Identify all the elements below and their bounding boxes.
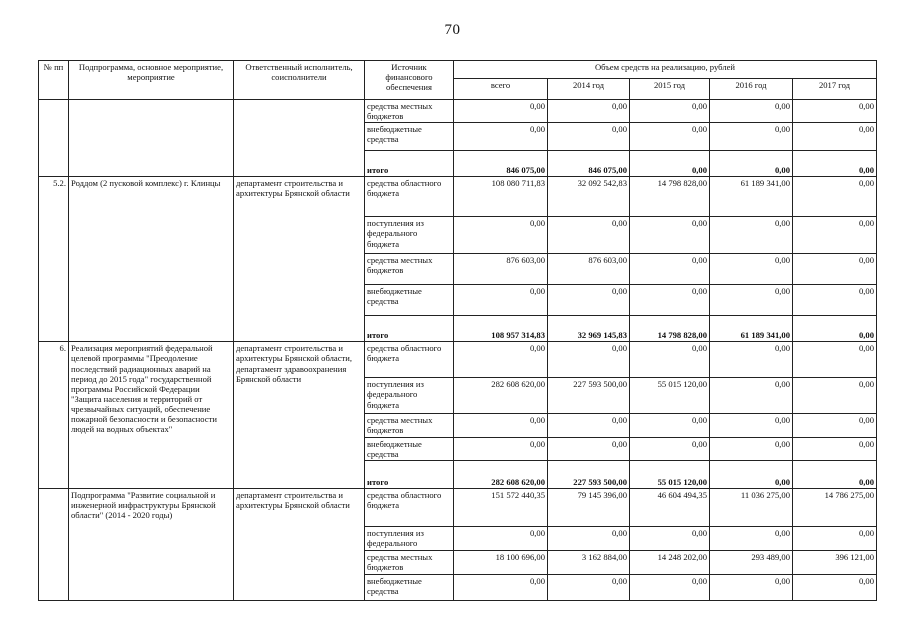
amount-cell: 0,00 — [630, 574, 710, 600]
amount-cell: 0,00 — [630, 342, 710, 378]
executor-name: департамент строительства и архитектуры Брянской области — [234, 488, 365, 600]
header-source: Источник финансового обеспечения — [365, 61, 454, 100]
amount-cell: 0,00 — [793, 285, 877, 316]
executor-name: департамент строительства и архитектуры Брянской области — [234, 177, 365, 342]
item-number: 6. — [39, 342, 69, 489]
amount-cell: 108 080 711,83 — [454, 177, 548, 217]
funding-source: итого — [365, 460, 454, 488]
funding-source: поступления из федерального бюджета — [365, 378, 454, 414]
amount-cell: 61 189 341,00 — [710, 177, 793, 217]
amount-cell: 0,00 — [793, 151, 877, 177]
amount-cell: 0,00 — [454, 526, 548, 550]
amount-cell: 14 786 275,00 — [793, 488, 877, 526]
amount-cell: 0,00 — [548, 342, 630, 378]
amount-cell: 0,00 — [793, 437, 877, 460]
amount-cell: 0,00 — [793, 254, 877, 285]
amount-cell: 11 036 275,00 — [710, 488, 793, 526]
amount-cell: 0,00 — [454, 414, 548, 437]
amount-cell: 0,00 — [630, 414, 710, 437]
amount-cell: 0,00 — [630, 217, 710, 254]
amount-cell: 0,00 — [710, 378, 793, 414]
header-year-total: всего — [454, 79, 548, 100]
amount-cell: 0,00 — [793, 574, 877, 600]
header-no: № пп — [39, 61, 69, 100]
amount-cell: 876 603,00 — [548, 254, 630, 285]
header-year-2016: 2016 год — [710, 79, 793, 100]
amount-cell: 14 798 828,00 — [630, 316, 710, 342]
amount-cell: 0,00 — [454, 342, 548, 378]
amount-cell: 55 015 120,00 — [630, 378, 710, 414]
amount-cell: 0,00 — [454, 574, 548, 600]
header-year-2014: 2014 год — [548, 79, 630, 100]
funding-source: средства местных бюджетов — [365, 414, 454, 437]
amount-cell: 0,00 — [454, 285, 548, 316]
header-executor: Ответственный исполнитель, соисполнители — [234, 61, 365, 100]
amount-cell: 0,00 — [710, 526, 793, 550]
amount-cell: 0,00 — [793, 342, 877, 378]
executor-name: департамент строительства и архитектуры Брянской области, департамент здравоохранения Брянской области — [234, 342, 365, 489]
funding-source: итого — [365, 316, 454, 342]
funding-source: средства местных бюджетов — [365, 100, 454, 123]
amount-cell: 227 593 500,00 — [548, 460, 630, 488]
amount-cell: 0,00 — [630, 123, 710, 151]
amount-cell: 0,00 — [548, 574, 630, 600]
funding-source: средства областного бюджета — [365, 342, 454, 378]
amount-cell: 0,00 — [548, 100, 630, 123]
amount-cell: 0,00 — [710, 123, 793, 151]
amount-cell: 0,00 — [793, 378, 877, 414]
funding-source: средства областного бюджета — [365, 488, 454, 526]
page-number: 70 — [444, 22, 461, 38]
amount-cell: 0,00 — [793, 217, 877, 254]
funding-source: итого — [365, 151, 454, 177]
funding-source: поступления из федерального бюджета — [365, 217, 454, 254]
amount-cell: 0,00 — [793, 316, 877, 342]
amount-cell: 0,00 — [548, 526, 630, 550]
amount-cell: 396 121,00 — [793, 550, 877, 574]
item-number — [39, 488, 69, 600]
item-number: 5.2. — [39, 177, 69, 342]
amount-cell: 0,00 — [793, 123, 877, 151]
amount-cell: 0,00 — [710, 342, 793, 378]
funding-source: средства местных бюджетов — [365, 254, 454, 285]
amount-cell: 0,00 — [630, 526, 710, 550]
amount-cell: 79 145 396,00 — [548, 488, 630, 526]
table-row — [39, 488, 877, 526]
amount-cell: 0,00 — [710, 460, 793, 488]
table-row — [39, 100, 877, 123]
table-row — [39, 342, 877, 378]
amount-cell: 18 100 696,00 — [454, 550, 548, 574]
program-name — [69, 100, 234, 177]
amount-cell: 293 489,00 — [710, 550, 793, 574]
funding-source: средства областного бюджета — [365, 177, 454, 217]
amount-cell: 0,00 — [454, 100, 548, 123]
program-name: Роддом (2 пусковой комплекс) г. Клинцы — [69, 177, 234, 342]
funding-source: внебюджетные средства — [365, 123, 454, 151]
program-name: Подпрограмма "Развитие социальной и инженерной инфраструктуры Брянской области" (2014 - 2020 годы) — [69, 488, 234, 600]
amount-cell: 55 015 120,00 — [630, 460, 710, 488]
amount-cell: 0,00 — [630, 151, 710, 177]
amount-cell: 0,00 — [548, 217, 630, 254]
header-row-top — [39, 61, 877, 79]
header-volume: Объем средств на реализацию, рублей — [454, 61, 877, 79]
amount-cell: 0,00 — [710, 437, 793, 460]
amount-cell: 0,00 — [710, 217, 793, 254]
amount-cell: 108 957 314,83 — [454, 316, 548, 342]
amount-cell: 227 593 500,00 — [548, 378, 630, 414]
amount-cell: 0,00 — [793, 414, 877, 437]
amount-cell: 0,00 — [454, 123, 548, 151]
amount-cell: 61 189 341,00 — [710, 316, 793, 342]
amount-cell: 151 572 440,35 — [454, 488, 548, 526]
amount-cell: 0,00 — [630, 437, 710, 460]
amount-cell: 0,00 — [710, 574, 793, 600]
amount-cell: 282 608 620,00 — [454, 378, 548, 414]
amount-cell: 846 075,00 — [548, 151, 630, 177]
table-body — [39, 100, 877, 601]
amount-cell: 3 162 884,00 — [548, 550, 630, 574]
amount-cell: 14 798 828,00 — [630, 177, 710, 217]
amount-cell: 14 248 202,00 — [630, 550, 710, 574]
funding-table — [38, 60, 877, 601]
amount-cell: 0,00 — [710, 414, 793, 437]
table-row — [39, 177, 877, 217]
amount-cell: 0,00 — [630, 285, 710, 316]
amount-cell: 32 969 145,83 — [548, 316, 630, 342]
amount-cell: 0,00 — [793, 177, 877, 217]
amount-cell: 32 092 542,83 — [548, 177, 630, 217]
header-program: Подпрограмма, основное мероприятие, мероприятие — [69, 61, 234, 100]
amount-cell: 0,00 — [454, 437, 548, 460]
amount-cell: 0,00 — [630, 254, 710, 285]
amount-cell: 0,00 — [548, 123, 630, 151]
funding-source: внебюджетные средства — [365, 437, 454, 460]
amount-cell: 0,00 — [710, 100, 793, 123]
amount-cell: 876 603,00 — [454, 254, 548, 285]
amount-cell: 0,00 — [548, 285, 630, 316]
amount-cell: 282 608 620,00 — [454, 460, 548, 488]
header-year-2015: 2015 год — [630, 79, 710, 100]
amount-cell: 0,00 — [630, 100, 710, 123]
amount-cell: 846 075,00 — [454, 151, 548, 177]
amount-cell: 0,00 — [548, 437, 630, 460]
amount-cell: 0,00 — [710, 254, 793, 285]
amount-cell: 0,00 — [793, 100, 877, 123]
amount-cell: 0,00 — [548, 414, 630, 437]
executor-name — [234, 100, 365, 177]
program-name: Реализация мероприятий федеральной целевой программы "Преодоление последствий радиационных аварий на период до 2015 года" государственной программы Российской Федерации "Защита населения и территорий от чрезвычайных ситуаций, обеспечение пожарной безопасности и безопасности людей на водных объектах" — [69, 342, 234, 489]
amount-cell: 46 604 494,35 — [630, 488, 710, 526]
header-year-2017: 2017 год — [793, 79, 877, 100]
amount-cell: 0,00 — [454, 217, 548, 254]
funding-source: внебюджетные средства — [365, 285, 454, 316]
funding-source: поступления из федерального — [365, 526, 454, 550]
amount-cell: 0,00 — [710, 151, 793, 177]
funding-source: внебюджетные средства — [365, 574, 454, 600]
amount-cell: 0,00 — [793, 460, 877, 488]
funding-source: средства местных бюджетов — [365, 550, 454, 574]
item-number — [39, 100, 69, 177]
amount-cell: 0,00 — [793, 526, 877, 550]
amount-cell: 0,00 — [710, 285, 793, 316]
